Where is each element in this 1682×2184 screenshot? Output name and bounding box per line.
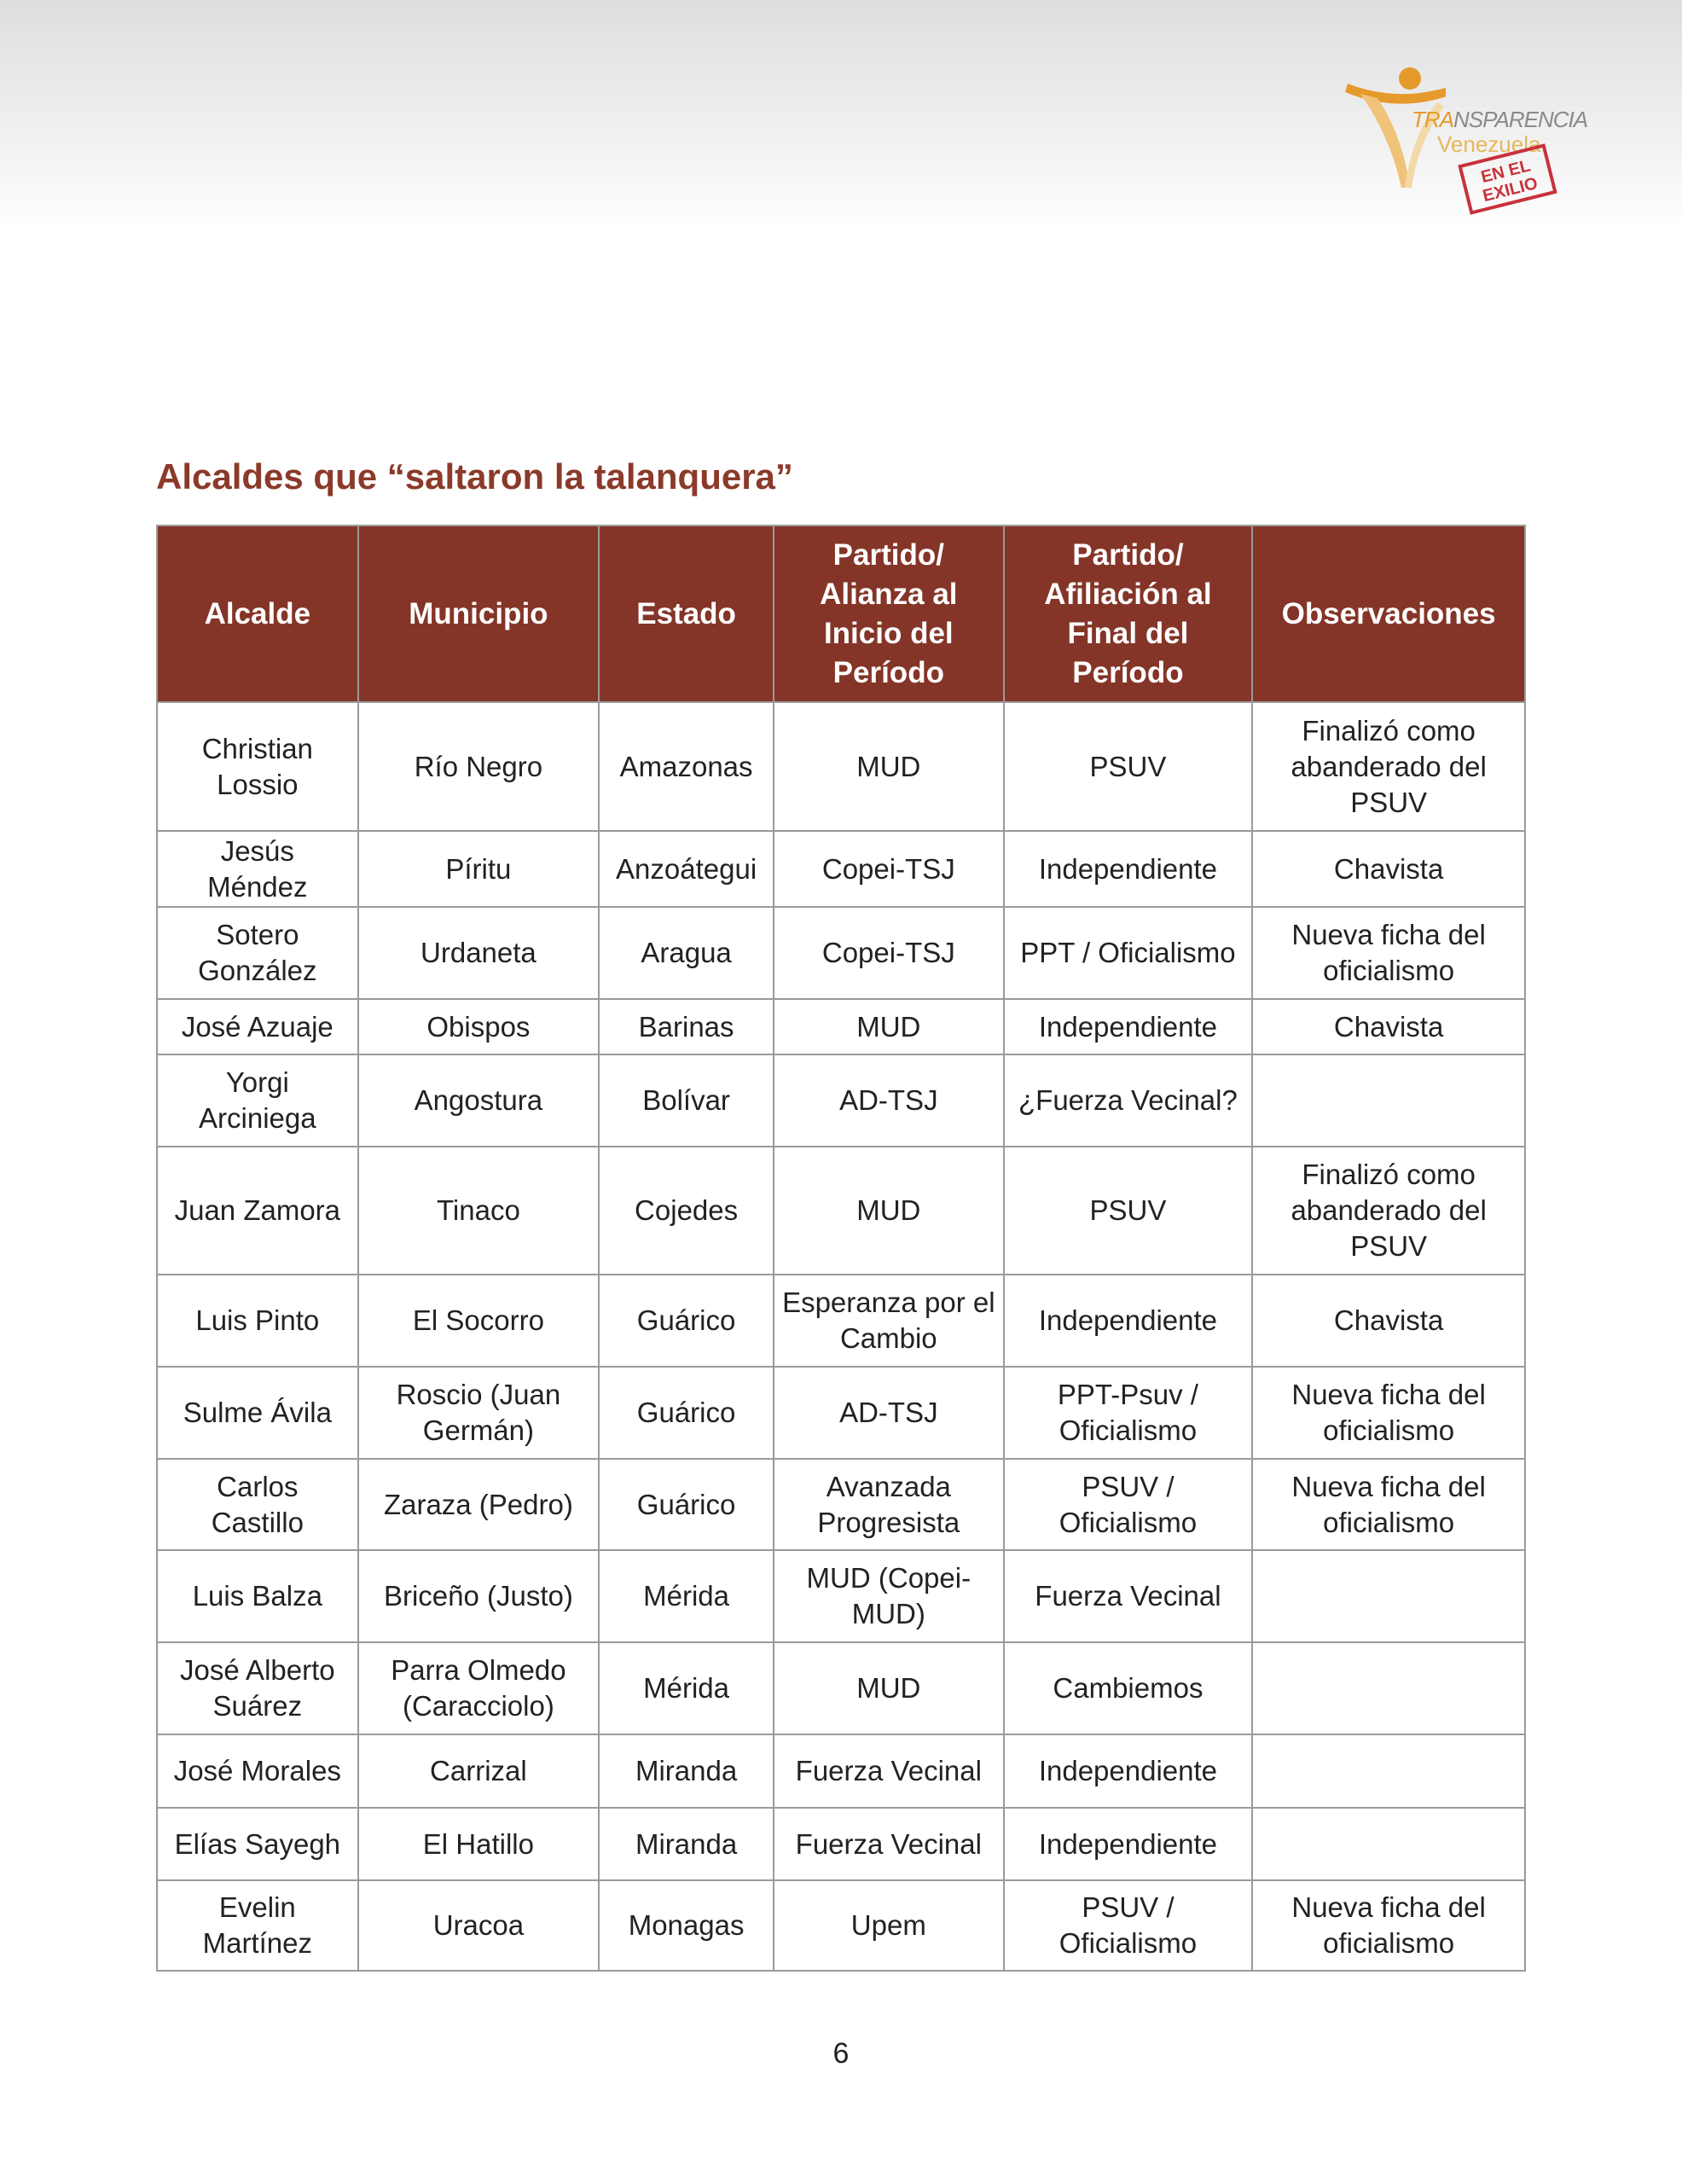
table-cell: Elías Sayegh [157,1808,358,1880]
table-cell: Urdaneta [358,907,600,999]
table-cell: Monagas [599,1880,774,1971]
table-cell: Fuerza Vecinal [774,1734,1004,1808]
table-cell: Juan Zamora [157,1147,358,1275]
table-row [157,1734,1525,1808]
table-cell: PSUV / Oficialismo [1004,1880,1253,1971]
column-header: Alcalde [157,526,358,702]
table-cell: Briceño (Justo) [358,1550,600,1642]
table-cell: Evelin Martínez [157,1880,358,1971]
table-cell: MUD [774,702,1004,831]
table-cell: ¿Fuerza Vecinal? [1004,1054,1253,1147]
table-cell: Chavista [1252,831,1525,907]
alcaldes-table [156,525,1526,1972]
table-cell: Copei-TSJ [774,907,1004,999]
table-row [157,1275,1525,1367]
table-cell: PSUV [1004,702,1253,831]
table-cell: Sulme Ávila [157,1367,358,1459]
table-cell: Aragua [599,907,774,999]
table-row [157,1642,1525,1734]
table-cell: Nueva ficha del oficialismo [1252,907,1525,999]
table-cell: Sotero González [157,907,358,999]
table-row [157,999,1525,1054]
table-cell: Avanzada Progresista [774,1459,1004,1550]
table-cell [1252,1734,1525,1808]
table-cell: El Socorro [358,1275,600,1367]
table-cell: Nueva ficha del oficialismo [1252,1880,1525,1971]
table-cell: PPT / Oficialismo [1004,907,1253,999]
table-cell: PSUV [1004,1147,1253,1275]
table-cell: Fuerza Vecinal [774,1808,1004,1880]
table-cell: Finalizó como abanderado del PSUV [1252,702,1525,831]
table-cell: José Alberto Suárez [157,1642,358,1734]
table-row [157,702,1525,831]
column-header: Estado [599,526,774,702]
table-cell: José Morales [157,1734,358,1808]
table-cell: MUD [774,999,1004,1054]
logo-brand-text: TRANSPARENCIA [1412,107,1588,132]
table-cell: Zaraza (Pedro) [358,1459,600,1550]
table-cell: Copei-TSJ [774,831,1004,907]
table-title: Alcaldes que “saltaron la talanquera” [156,456,793,497]
table-cell: Esperanza por el Cambio [774,1275,1004,1367]
table-row [157,1808,1525,1880]
table-row [157,1367,1525,1459]
table-cell [1252,1550,1525,1642]
table-cell: Christian Lossio [157,702,358,831]
table-cell: Guárico [599,1367,774,1459]
table-cell: Luis Pinto [157,1275,358,1367]
table-cell: Anzoátegui [599,831,774,907]
table-cell: Independiente [1004,999,1253,1054]
table-cell: Miranda [599,1734,774,1808]
table-header-row [157,526,1525,702]
table-cell: AD-TSJ [774,1367,1004,1459]
table-cell: Tinaco [358,1147,600,1275]
table-row [157,1550,1525,1642]
table-cell: José Azuaje [157,999,358,1054]
table-cell: MUD [774,1642,1004,1734]
table-cell: MUD (Copei-MUD) [774,1550,1004,1642]
table-cell: Yorgi Arciniega [157,1054,358,1147]
exilio-stamp: EN EL EXILIO [1458,143,1557,215]
table-cell: El Hatillo [358,1808,600,1880]
table-cell: Mérida [599,1550,774,1642]
table-cell: PPT-Psuv / Oficialismo [1004,1367,1253,1459]
page-number: 6 [832,2037,850,2070]
table-cell: Jesús Méndez [157,831,358,907]
table-cell [1252,1642,1525,1734]
transparencia-venezuela-logo [1343,60,1588,230]
table-row [157,1147,1525,1275]
table-cell: Independiente [1004,1808,1253,1880]
table-cell: Mérida [599,1642,774,1734]
column-header: Partido/ Afiliación al Final del Período [1004,526,1253,702]
table-cell: Carlos Castillo [157,1459,358,1550]
table-cell: MUD [774,1147,1004,1275]
table-cell: Independiente [1004,1734,1253,1808]
table-cell: Píritu [358,831,600,907]
table-cell: Barinas [599,999,774,1054]
table-cell: AD-TSJ [774,1054,1004,1147]
table-cell: Amazonas [599,702,774,831]
table-cell: Cojedes [599,1147,774,1275]
table-cell: Independiente [1004,1275,1253,1367]
table-cell: Cambiemos [1004,1642,1253,1734]
table-cell: Fuerza Vecinal [1004,1550,1253,1642]
table-cell: Nueva ficha del oficialismo [1252,1367,1525,1459]
table-cell: Uracoa [358,1880,600,1971]
table-cell [1252,1054,1525,1147]
table-cell: Chavista [1252,1275,1525,1367]
table-cell: Nueva ficha del oficialismo [1252,1459,1525,1550]
table-row [157,1880,1525,1971]
table-cell: Upem [774,1880,1004,1971]
table-cell: Miranda [599,1808,774,1880]
column-header: Municipio [358,526,600,702]
table-cell: Finalizó como abanderado del PSUV [1252,1147,1525,1275]
logo-sub-text: Venezuela [1437,131,1541,157]
table-cell: Guárico [599,1275,774,1367]
table-cell: Río Negro [358,702,600,831]
table-cell [1252,1808,1525,1880]
table-row [157,831,1525,907]
table-cell: Roscio (Juan Germán) [358,1367,600,1459]
logo-figure-icon [1343,60,1446,230]
column-header: Observaciones [1252,526,1525,702]
table-row [157,1054,1525,1147]
table-cell: PSUV / Oficialismo [1004,1459,1253,1550]
table-cell: Bolívar [599,1054,774,1147]
table-cell: Chavista [1252,999,1525,1054]
table-cell: Angostura [358,1054,600,1147]
table-cell: Independiente [1004,831,1253,907]
table-cell: Carrizal [358,1734,600,1808]
table-cell: Parra Olmedo (Caracciolo) [358,1642,600,1734]
table-row [157,907,1525,999]
table-cell: Luis Balza [157,1550,358,1642]
table-cell: Obispos [358,999,600,1054]
table-row [157,1459,1525,1550]
table-cell: Guárico [599,1459,774,1550]
column-header: Partido/ Alianza al Inicio del Período [774,526,1004,702]
